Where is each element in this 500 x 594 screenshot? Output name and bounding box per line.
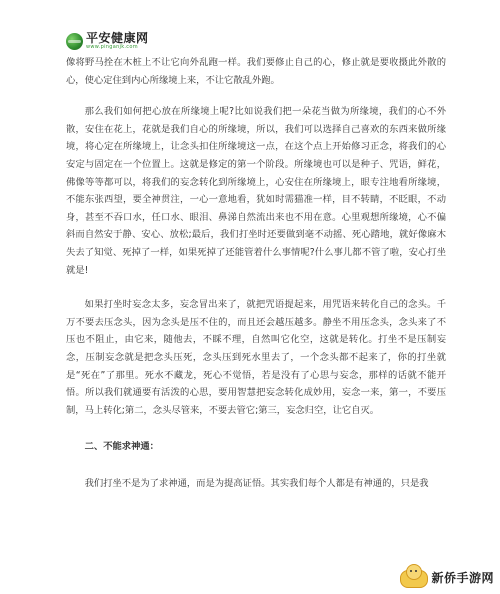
globe-icon — [66, 33, 83, 50]
watermark — [398, 564, 494, 590]
paragraph-1: 像将野马拴在木桩上不让它向外乱跑一样。我们要修止自己的心，修止就是要收摄此外散的心，使心定住到内心所缘境上来，不让它散乱外跑。 — [66, 57, 446, 86]
logo-url: www.pinganjk.com — [86, 44, 138, 50]
paragraph-2: 那么我们如何把心放在所缘境上呢?比如说我们把一朵花当做为所缘境，我们的心不外散，安住在花上，花就是我们自心的所缘境，所以，我们可以选择自己喜欢的东西来做所缘境，将心定在所缘境上，让念头扣住所缘境这一点，在这个点上开始修习正念，将我们的心安定与固定在一个位置上。这就是修定的第一个阶段。所缘境也可以是种子、咒语，鲜花，佛像等等都可以，将我们的妄念转化到所缘境上，心安住在所缘境上，眼专注地看所缘境，不能东张西望，要全神贯注，一心一意地看，犹如时需猫准一样，目不转睛，不眨眼，不动身，甚至不吞口水，任口水、眼泪、鼻涕自然流出来也不用在意。心里观想所缘境，心不偏斜而自然安于静、安心、放松;最后，我们打坐时还要做到毫不动摇、死心踏地，就好像麻木失去了知觉、死掉了一样，如果死掉了还能管着什么事情呢?什么事儿都不管了啦，安心打坐就是! — [66, 106, 446, 276]
article-body — [66, 54, 446, 492]
mascot-icon — [398, 564, 428, 590]
watermark-text: 新侨手游网 — [431, 570, 494, 585]
paragraph-4: 我们打坐不是为了求神通，而是为提高证悟。其实我们每个人都是有神通的，只是我 — [84, 477, 429, 489]
logo-title: 平安健康网 — [86, 31, 149, 45]
logo-text — [86, 32, 149, 50]
site-logo[interactable] — [66, 32, 149, 50]
paragraph-3: 如果打坐时妄念太多，妄念冒出来了，就把咒语提起来，用咒语来转化自己的念头。千万不要去压念头，因为念头是压不住的，而且还会越压越多。静坐不用压念头，念头来了不压也不阻止，由它来，随他去，不睬不理，自然叫它化空，这就是转化。打坐不是压制妄念，压制妄念就是把念头压死，念头压到死水里去了，一个念头都不起来了，你的打坐就是“死在”了那里。死水不藏龙，死心不觉悟，若是没有了心思与妄念，那样的话就不能开悟。所以我们就通要有活泼的心思，要用智慧把妄念转化成妙用，妄念一来，第一，不要压制，马上转化;第二，念头尽管来，不要去管它;第三，妄念归空，让它自灭。 — [66, 299, 446, 416]
section-heading: 二、不能求神通： — [84, 441, 159, 453]
